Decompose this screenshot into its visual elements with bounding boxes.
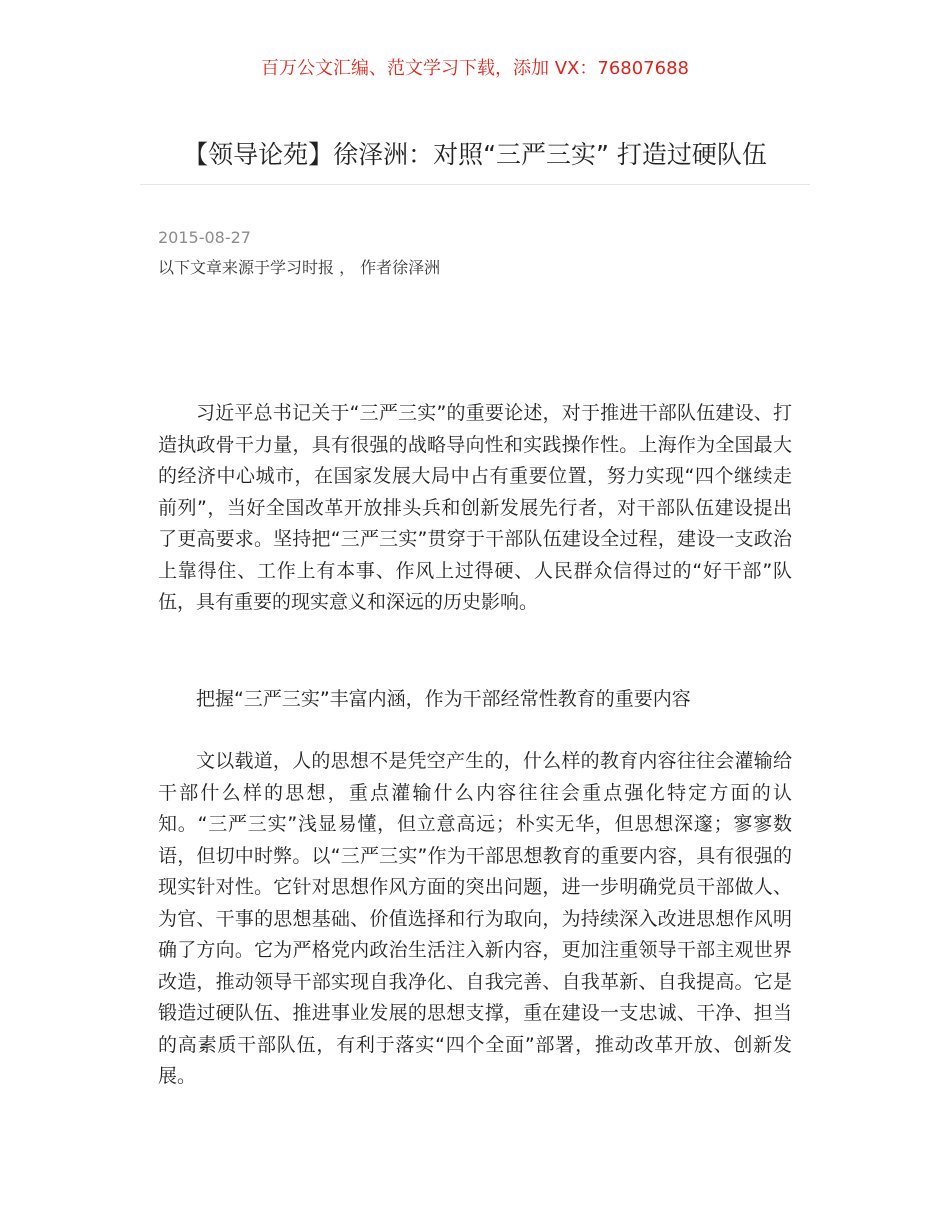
article-title: 【领导论苑】徐泽洲：对照“三严三实” 打造过硬队伍	[183, 140, 767, 169]
article-source-line: 以下文章来源于学习时报 ， 作者徐泽洲	[158, 258, 441, 277]
section-heading: 把握“三严三实”丰富内涵，作为干部经常性教育的重要内容	[196, 688, 691, 710]
article-paragraph-1: 习近平总书记关于“三严三实”的重要论述，对于推进干部队伍建设、打造执政骨干力量，具有很强的战略导向性和实践操作性。上海作为全国最大的经济中心城市，在国家发展大局中占有重要位置，努力实现“四个继续走前列”，当好全国改革开放排头兵和创新发展先行者，对干部队伍建设提出了更高要求。坚持把“三严三实”贯穿于干部队伍建设全过程，建设一支政治上靠得住、工作上有本事、作风上过得硬、人民群众信得过的“好干部”队伍，具有重要的现实意义和深远的历史影响。	[158, 402, 792, 613]
title-divider	[140, 184, 810, 185]
watermark-banner: 百万公文汇编、范文学习下载，添加 VX：76807688	[261, 58, 689, 79]
article-date: 2015-08-27	[158, 228, 251, 247]
article-paragraph-2: 文以载道，人的思想不是凭空产生的，什么样的教育内容往往会灌输给干部什么样的思想，重点灌输什么内容往往会重点强化特定方面的认知。“三严三实”浅显易懂，但立意高远；朴实无华，但思想深邃；寥寥数语，但切中时弊。以“三严三实”作为干部思想教育的重要内容，具有很强的现实针对性。它针对思想作风方面的突出问题，进一步明确党员干部做人、为官、干事的思想基础、价值选择和行为取向，为持续深入改进思想作风明确了方向。它为严格党内政治生活注入新内容，更加注重领导干部主观世界改造，推动领导干部实现自我净化、自我完善、自我革新、自我提高。它是锻造过硬队伍、推进事业发展的思想支撑，重在建设一支忠诚、干净、担当的高素质干部队伍，有利于落实“四个全面”部署，推动改革开放、创新发展。	[158, 750, 792, 1087]
